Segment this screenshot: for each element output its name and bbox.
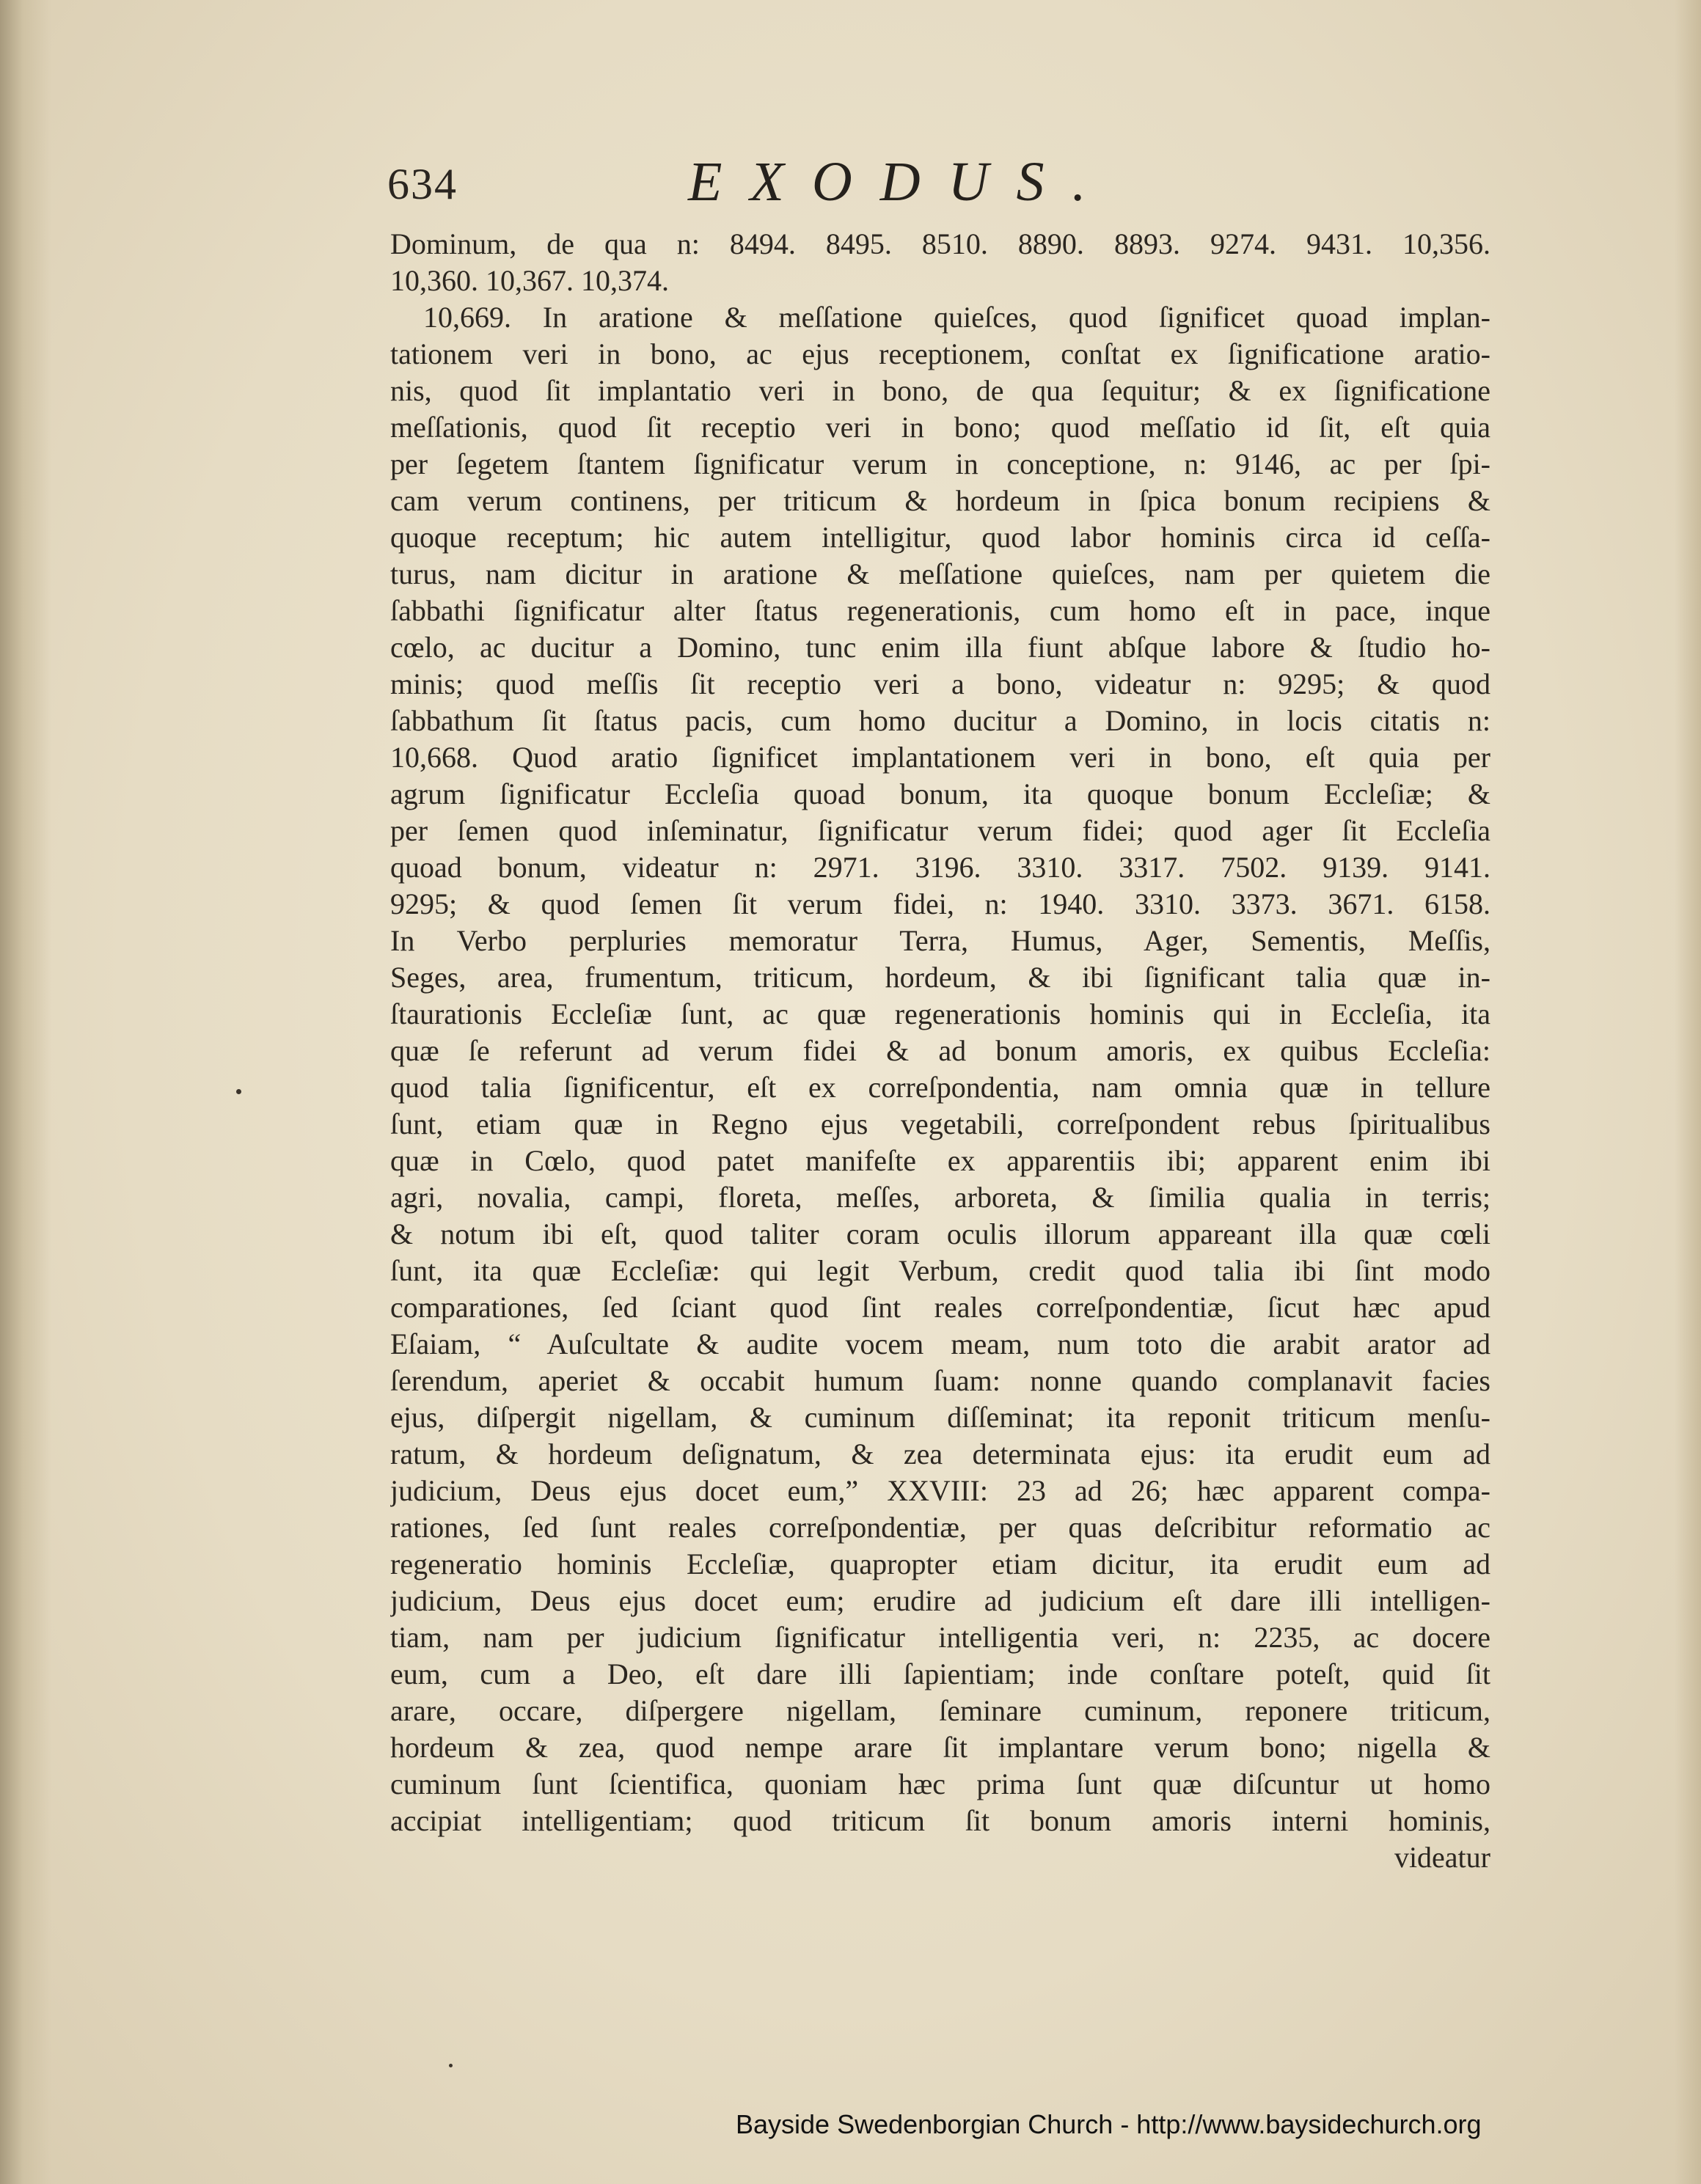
page-edge-shadow bbox=[1675, 0, 1701, 2184]
text-line: quæ in Cœlo, quod patet manifeſte ex apparentiis ibi; apparent enim ibi bbox=[390, 1144, 1490, 1177]
text-line: cœlo, ac ducitur a Domino, tunc enim illa fiunt abſque labore & ſtudio ho- bbox=[390, 631, 1490, 664]
page-number: 634 bbox=[387, 160, 458, 208]
catchword: videatur bbox=[1394, 1841, 1490, 1874]
text-line: ſtaurationis Eccleſiæ ſunt, ac quæ regenerationis hominis qui in Eccleſia, ita bbox=[390, 997, 1490, 1030]
text-line: agri, novalia, campi, floreta, meſſes, arboreta, & ſimilia qualia in terris; bbox=[390, 1181, 1490, 1214]
text-line: 10,668. Quod aratio ſignificet implantationem veri in bono, eſt quia per bbox=[390, 741, 1490, 774]
paper-speck bbox=[449, 2064, 453, 2067]
text-line: ejus, diſpergit nigellam, & cuminum diſſeminat; ita reponit triticum menſu- bbox=[390, 1401, 1490, 1434]
text-line: per ſemen quod inſeminatur, ſignificatur verum fidei; quod ager ſit Eccleſia bbox=[390, 814, 1490, 847]
text-line: Eſaiam, “ Auſcultate & audite vocem meam, num toto die arabit arator ad bbox=[390, 1327, 1490, 1360]
text-line: quod talia ſignificentur, eſt ex correſpondentia, nam omnia quæ in tellure bbox=[390, 1071, 1490, 1104]
text-line: quæ ſe referunt ad verum fidei & ad bonum amoris, ex quibus Eccleſia: bbox=[390, 1034, 1490, 1067]
text-line: eum, cum a Deo, eſt dare illi ſapientiam; inde conſtare poteſt, quid ſit bbox=[390, 1657, 1490, 1690]
text-line: cuminum ſunt ſcientifica, quoniam hæc prima ſunt quæ diſcuntur ut homo bbox=[390, 1767, 1490, 1800]
text-line: 9295; & quod ſemen ſit verum fidei, n: 1940. 3310. 3373. 3671. 6158. bbox=[390, 887, 1490, 920]
text-line: ſabbathi ſignificatur alter ſtatus regenerationis, cum homo eſt in pace, inque bbox=[390, 594, 1490, 627]
text-line: judicium, Deus ejus docet eum,” XXVIII: 23 ad 26; hæc apparent compa- bbox=[390, 1474, 1490, 1507]
text-line: quoque receptum; hic autem intelligitur, quod labor hominis circa id ceſſa- bbox=[390, 521, 1490, 554]
text-line: comparationes, ſed ſciant quod ſint reales correſpondentiæ, ſicut hæc apud bbox=[390, 1291, 1490, 1324]
page-header bbox=[387, 150, 1488, 224]
text-line: ratum, & hordeum deſignatum, & zea determinata ejus: ita erudit eum ad bbox=[390, 1437, 1490, 1470]
text-line: arare, occare, diſpergere nigellam, ſeminare cuminum, reponere triticum, bbox=[390, 1694, 1490, 1727]
running-head: EXODUS. bbox=[688, 151, 1114, 213]
text-line: ſunt, etiam quæ in Regno ejus vegetabili, correſpondent rebus ſpiritualibus bbox=[390, 1107, 1490, 1140]
paper-speck bbox=[236, 1089, 241, 1094]
text-line: 10,360. 10,367. 10,374. bbox=[390, 264, 669, 297]
text-line: quoad bonum, videatur n: 2971. 3196. 3310. 3317. 7502. 9139. 9141. bbox=[390, 851, 1490, 884]
footer-credit: Bayside Swedenborgian Church - http://www.baysidechurch.org bbox=[736, 2109, 1482, 2139]
text-line: In Verbo perpluries memoratur Terra, Humus, Ager, Sementis, Meſſis, bbox=[390, 924, 1490, 957]
text-line: ſunt, ita quæ Eccleſiæ: qui legit Verbum, credit quod talia ibi ſint modo bbox=[390, 1254, 1490, 1287]
text-line: turus, nam dicitur in aratione & meſſatione quieſces, nam per quietem die bbox=[390, 557, 1490, 590]
text-line: meſſationis, quod ſit receptio veri in bono; quod meſſatio id ſit, eſt quia bbox=[390, 411, 1490, 444]
text-line: accipiat intelligentiam; quod triticum ſit bonum amoris interni hominis, bbox=[390, 1804, 1490, 1837]
text-line: Seges, area, frumentum, triticum, hordeum, & ibi ſignificant talia quæ in- bbox=[390, 961, 1490, 994]
text-line: nis, quod ſit implantatio veri in bono, de qua ſequitur; & ex ſignificatione bbox=[390, 374, 1490, 407]
text-line: regeneratio hominis Eccleſiæ, quapropter etiam dicitur, ita erudit eum ad bbox=[390, 1547, 1490, 1580]
text-line: & notum ibi eſt, quod taliter coram oculis illorum appareant illa quæ cœli bbox=[390, 1217, 1490, 1250]
text-line: ſabbathum ſit ſtatus pacis, cum homo ducitur a Domino, in locis citatis n: bbox=[390, 704, 1490, 737]
text-line: minis; quod meſſis ſit receptio veri a bono, videatur n: 9295; & quod bbox=[390, 667, 1490, 700]
text-line: Dominum, de qua n: 8494. 8495. 8510. 8890. 8893. 9274. 9431. 10,356. bbox=[390, 227, 1490, 260]
gutter-shadow bbox=[0, 0, 51, 2184]
body-text bbox=[390, 226, 1490, 1876]
text-line: ſerendum, aperiet & occabit humum ſuam: nonne quando complanavit facies bbox=[390, 1364, 1490, 1397]
text-line: agrum ſignificatur Eccleſia quoad bonum, ita quoque bonum Eccleſiæ; & bbox=[390, 777, 1490, 810]
text-line: rationes, ſed ſunt reales correſpondentiæ, per quas deſcribitur reformatio ac bbox=[390, 1511, 1490, 1544]
text-line: cam verum continens, per triticum & hordeum in ſpica bonum recipiens & bbox=[390, 484, 1490, 517]
text-line: per ſegetem ſtantem ſignificatur verum in conceptione, n: 9146, ac per ſpi- bbox=[390, 447, 1490, 480]
text-line: 10,669. In aratione & meſſatione quieſces, quod ſignificet quoad implan- bbox=[423, 301, 1490, 334]
text-line: hordeum & zea, quod nempe arare ſit implantare verum bono; nigella & bbox=[390, 1731, 1490, 1764]
text-line: tationem veri in bono, ac ejus receptionem, conſtat ex ſignificatione aratio- bbox=[390, 337, 1490, 370]
text-line: tiam, nam per judicium ſignificatur intelligentia veri, n: 2235, ac docere bbox=[390, 1621, 1490, 1654]
text-line: judicium, Deus ejus docet eum; erudire ad judicium eſt dare illi intelligen- bbox=[390, 1584, 1490, 1617]
